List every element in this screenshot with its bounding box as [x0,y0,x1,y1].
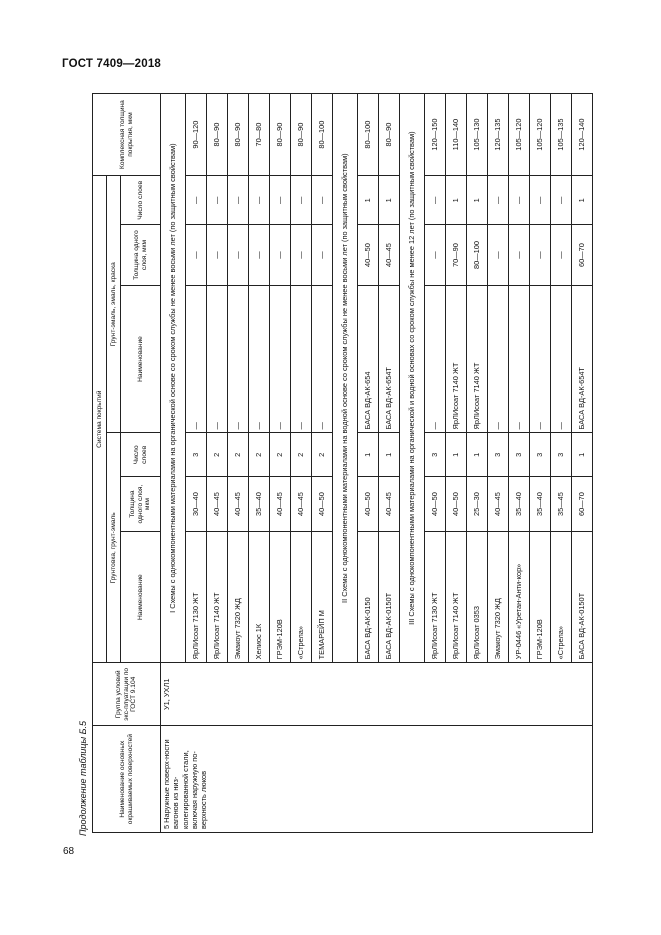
table-cell: 40—50 [358,477,379,532]
table-cell: 3 [530,433,551,477]
table-cell: 35—40 [509,477,530,532]
table-cell: — [207,225,228,285]
table-cell: — [270,225,291,285]
col-primer-thickness: Толщина одного слоя, мкм [121,477,161,532]
table-cell: Эмакоут 7320 ЖД [228,531,249,662]
table-cell: ТЕМАРЕЙП М [312,531,333,662]
table-cell: — [425,285,446,433]
table-cell: 105—135 [551,94,572,176]
col-surface: Наименование основных окрашиваемых поверхностей [93,726,161,833]
col-primer-name: Наименование [121,531,161,662]
table-cell: 3 [425,433,446,477]
table-cell: 1 [467,176,488,225]
table-cell: 3 [186,433,207,477]
table-cell: 120—150 [425,94,446,176]
table-cell: — [312,176,333,225]
table-cell: 40—50 [446,477,467,532]
table-cell: — [249,285,270,433]
table-cell: ЯрЛИсоат 7140 ЖТ [207,531,228,662]
table-cell: — [249,225,270,285]
table-cell: 40—45 [291,477,312,532]
table-cell: — [186,176,207,225]
table-cell: БАСА ВД-АК-0150Т [379,531,400,662]
table-cell: 1 [379,433,400,477]
col-total: Комплексная толщина покрытия, мкм [93,94,161,176]
coating-table [92,93,593,833]
table-cell: — [551,285,572,433]
table-cell: 3 [488,433,509,477]
col-topcoat-layers: Число слоев [121,176,161,225]
table-cell: 80—90 [228,94,249,176]
table-cell: БАСА ВД-АК-654 [358,285,379,433]
table-cell: ГРЭМ-120В [530,531,551,662]
table-cell: — [530,225,551,285]
table-cell: БАСА ВД-АК-654Т [379,285,400,433]
table-cell: БАСА ВД-АК-654Т [572,285,593,433]
col-topcoat-name: Наименование [121,285,161,433]
section-row [161,94,186,833]
table-cell: 2 [207,433,228,477]
col-system: Система покрытий [93,176,107,663]
table-cell: 1 [572,433,593,477]
table-cell: 1 [446,176,467,225]
table-cell: — [291,176,312,225]
table-cell: «Стрела» [291,531,312,662]
table-cell: — [228,176,249,225]
table-cell: 90—120 [186,94,207,176]
table-cell: — [488,225,509,285]
table-cell: 1 [572,176,593,225]
table-cell: 80—90 [270,94,291,176]
group-cell: У1, УХЛ1 [161,663,593,726]
table-cell: 2 [249,433,270,477]
table-cell: 1 [467,433,488,477]
table-cell: 1 [358,433,379,477]
table-cell: 120—135 [488,94,509,176]
section-title: II Схемы с однокомпонентными материалами на водной основе со сроком службы не менее восьми лет (по защитным свойствам) [333,94,358,663]
section-title: III Схемы с однокомпонентными материалами на органической и водной основах со сроком службы не менее 12 лет (по защитным свойствам) [400,94,425,663]
table-cell: 110—140 [446,94,467,176]
table-cell: 35—40 [530,477,551,532]
table-cell: 105—120 [530,94,551,176]
table-cell: 35—40 [249,477,270,532]
table-cell: ЯрЛИсоат 7130 ЖТ [425,531,446,662]
table-cell: — [228,225,249,285]
table-cell: «Стрела» [551,531,572,662]
col-topcoat-thickness: Толщина одного слоя, мкм [121,225,161,285]
table-cell: — [488,285,509,433]
table-cell: 2 [270,433,291,477]
table-cell: 2 [291,433,312,477]
table-cell: — [207,176,228,225]
table-cell: — [425,225,446,285]
table-cell: БАСА ВД-АК-0150Т [572,531,593,662]
table-cell: Хелиос 1К [249,531,270,662]
table-cell: 120—140 [572,94,593,176]
table-cell: 60—70 [572,225,593,285]
table-caption: Продолжение таблицы Б.5 [78,720,88,836]
table-cell: 105—120 [509,94,530,176]
table-cell: — [186,285,207,433]
table-cell: — [488,176,509,225]
table-cell: 2 [312,433,333,477]
table-cell: — [509,176,530,225]
col-topcoat-group: Грунт-эмаль, эмаль, краска [107,176,121,433]
table-cell: 60—70 [572,477,593,532]
table-cell: 40—45 [379,225,400,285]
table-cell: ЯрЛИсоат 7140 ЖТ [446,285,467,433]
col-primer-layers: Число слоев [121,433,161,477]
table-cell: 40—45 [207,477,228,532]
table-cell: 70—80 [249,94,270,176]
table-cell: 105—130 [467,94,488,176]
table-cell: 25—30 [467,477,488,532]
table-cell: — [291,225,312,285]
table-cell: УР-0446 «Уретан-Анти-кор» [509,531,530,662]
surface-cell: 5 Наружные поверх-ности вагонов из низ-колегированной стали, включая наружную по-верхность люков [161,726,593,833]
table-cell: 30—40 [186,477,207,532]
table-cell: 80—100 [467,225,488,285]
table-cell: 3 [509,433,530,477]
table-cell: — [207,285,228,433]
table-cell: — [228,285,249,433]
table-cell: ГРЭМ-120В [270,531,291,662]
table-cell: 80—100 [312,94,333,176]
table-cell: — [530,285,551,433]
table-cell: 80—90 [291,94,312,176]
table-cell: 1 [358,176,379,225]
table-cell: ЯрЛИсоат 7130 ЖТ [186,531,207,662]
table-cell: БАСА ВД-АК-0150 [358,531,379,662]
table-cell: 40—50 [312,477,333,532]
section-title: I Схемы с однокомпонентными материалами на органической основе со сроком службы не менее восьми лет (по защитным свойствам) [161,94,186,663]
table-cell: — [551,176,572,225]
table-cell: 80—90 [379,94,400,176]
table-cell: 80—100 [358,94,379,176]
table-cell: — [509,225,530,285]
table-cell: 40—45 [488,477,509,532]
col-primer-group: Грунтовка, грунт-эмаль [107,433,121,663]
table-cell: — [425,176,446,225]
table-cell: 40—50 [358,225,379,285]
table-cell: — [291,285,312,433]
table-cell: 3 [551,433,572,477]
table-cell: — [530,176,551,225]
col-group: Группа условий экс-плуатации по ГОСТ 9.104 [93,663,161,726]
table-cell: ЯрЛИсоат 7140 ЖТ [446,531,467,662]
table-cell: — [249,176,270,225]
table-cell: — [312,225,333,285]
table-cell: 40—45 [270,477,291,532]
table-cell: 2 [228,433,249,477]
table-cell: ЯрЛИсоат 0353 [467,531,488,662]
page-number: 68 [63,846,75,857]
standard-code: ГОСТ 7409—2018 [62,58,162,70]
table-body [161,94,593,833]
table-cell: 80—90 [207,94,228,176]
table-cell: 40—45 [379,477,400,532]
table-cell: — [509,285,530,433]
table-cell: 40—50 [425,477,446,532]
table-cell: Эмакоут 7320 ЖД [488,531,509,662]
table-cell: — [270,285,291,433]
table-cell: — [270,176,291,225]
table-cell: 35—45 [551,477,572,532]
table-cell: 1 [379,176,400,225]
rotated-table-frame [92,93,587,833]
table-cell: 1 [446,433,467,477]
table-cell: ЯрЛИсоат 7140 ЖТ [467,285,488,433]
table-cell: 70—90 [446,225,467,285]
table-cell: — [186,225,207,285]
table-cell: — [551,225,572,285]
table-cell: 40—45 [228,477,249,532]
table-cell: — [312,285,333,433]
